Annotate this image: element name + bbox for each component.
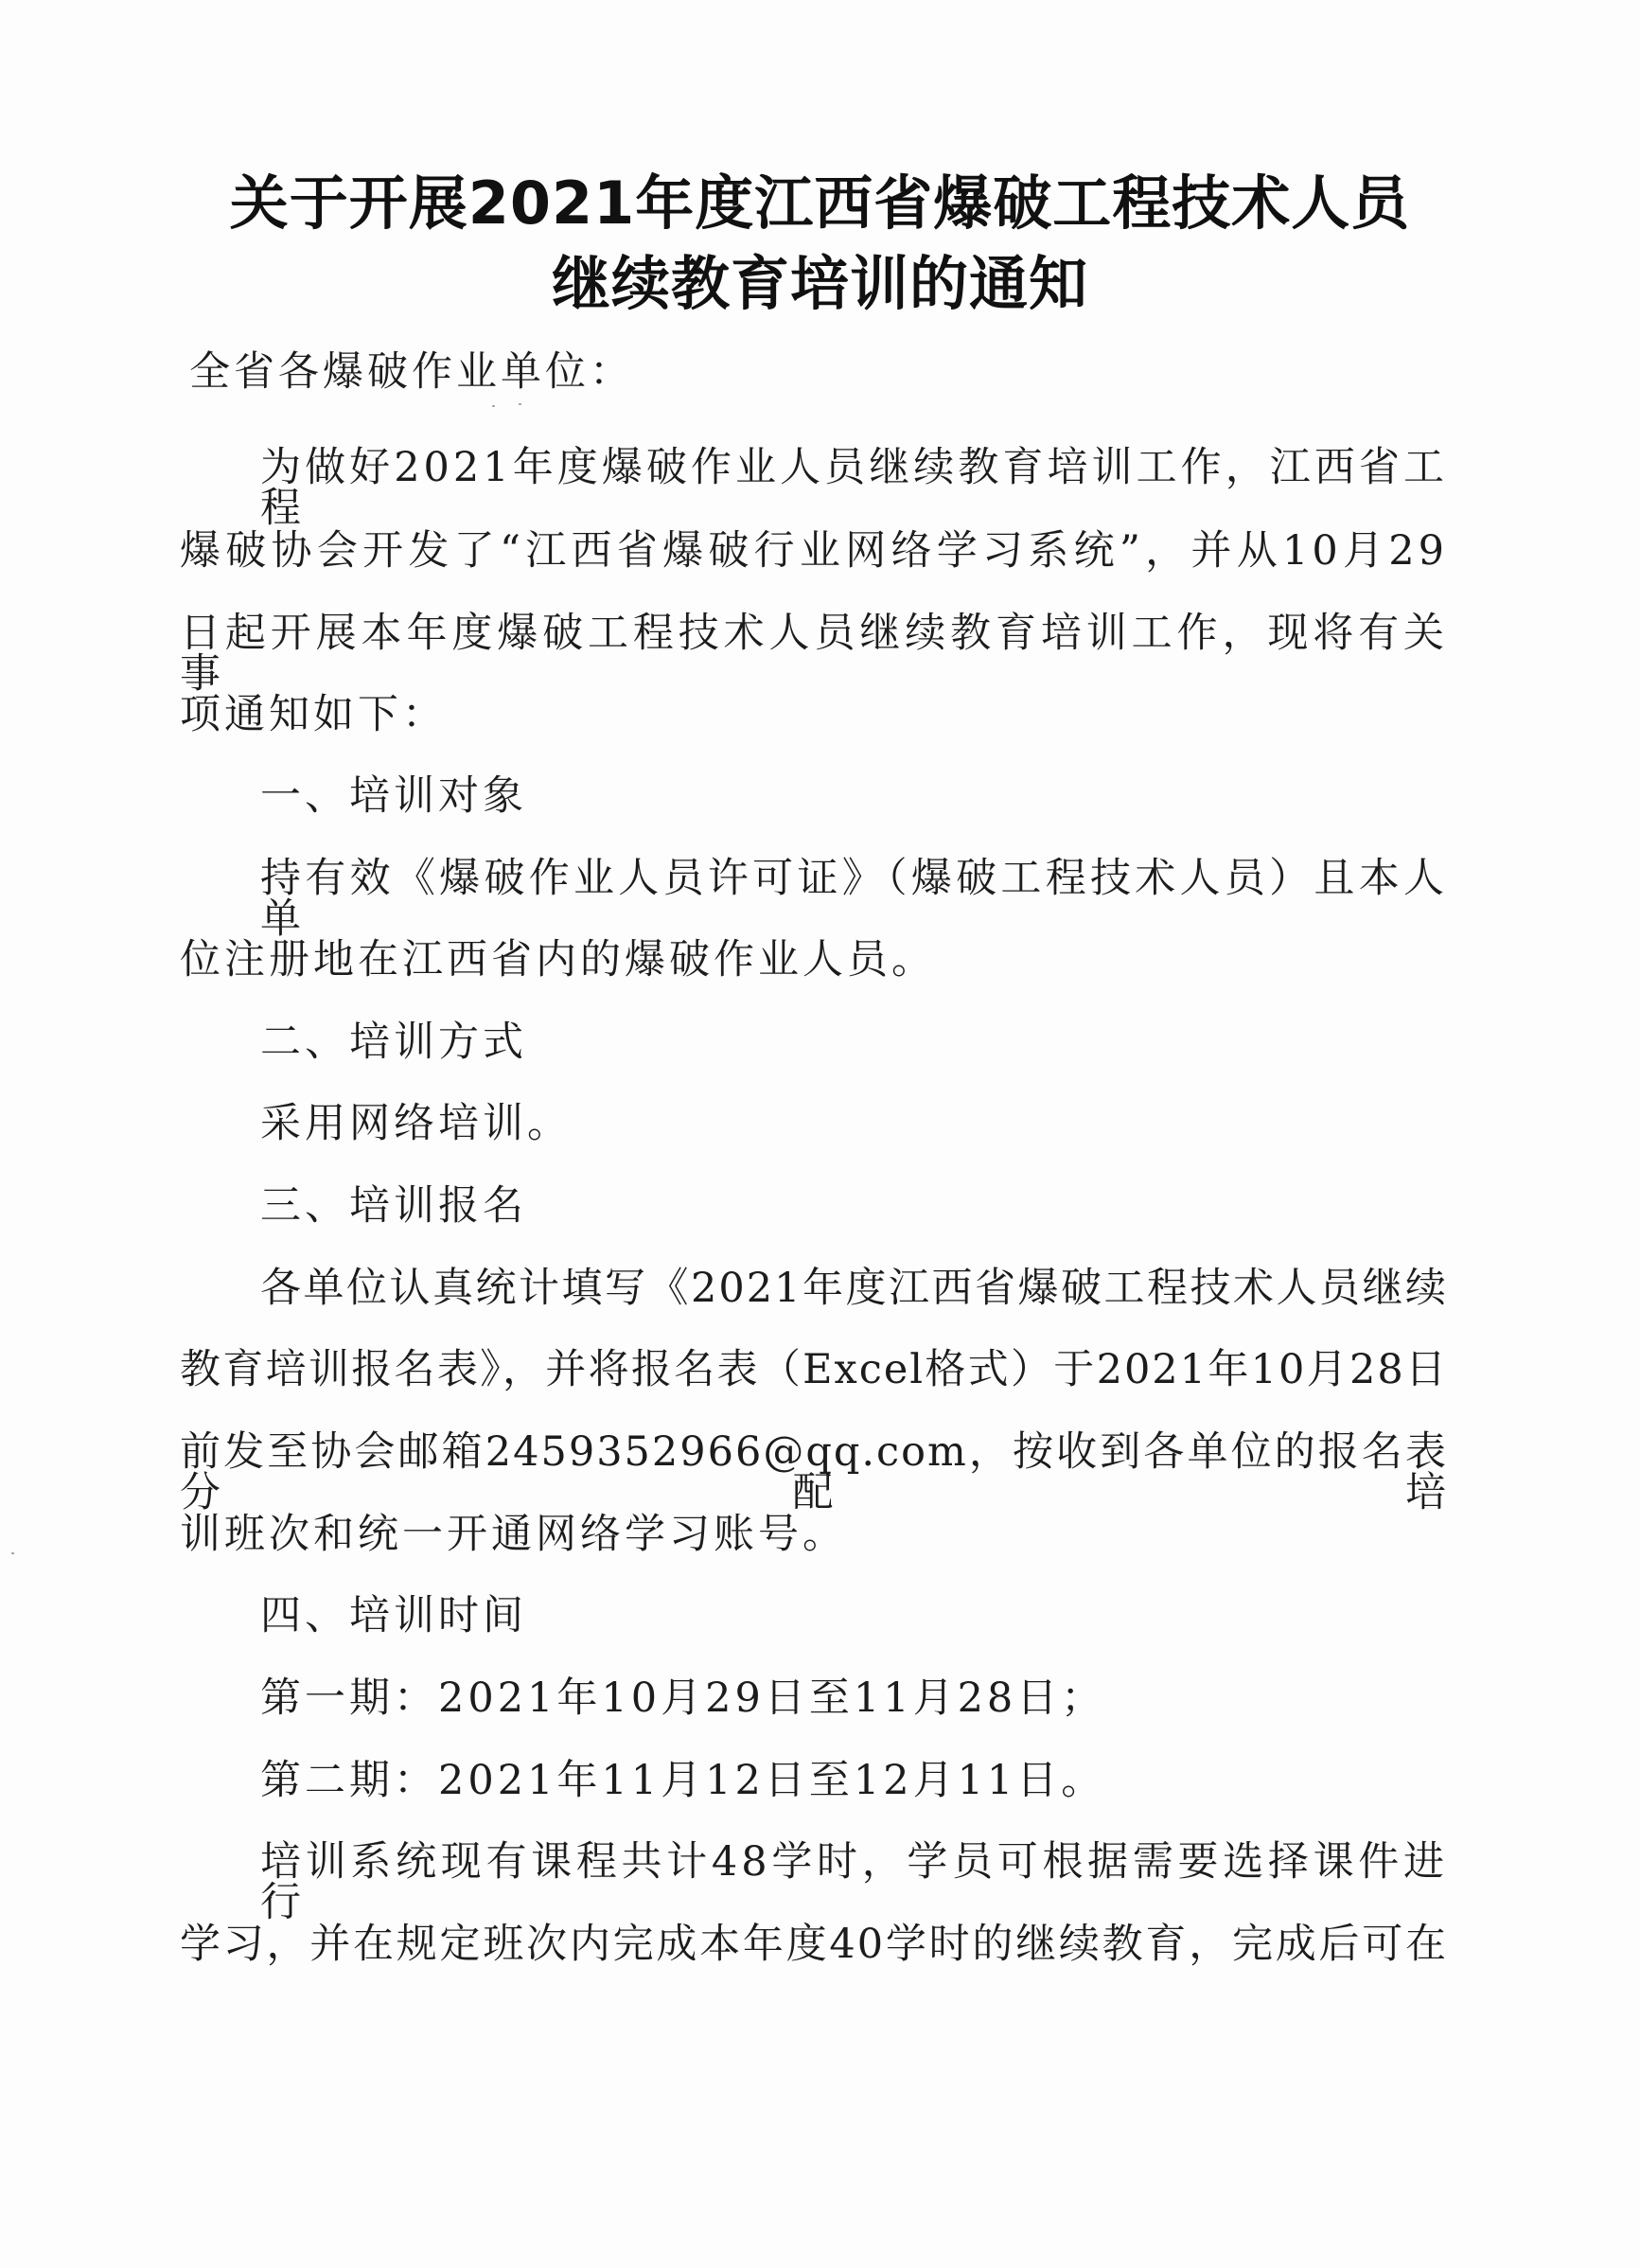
section-heading: 四、培训时间: [260, 1592, 527, 1639]
scan-speck: [11, 1552, 14, 1554]
paragraph-line: 采用网络培训。: [260, 1100, 572, 1147]
paragraph-line: 各单位认真统计填写《2021年度江西省爆破工程技术人员继续: [260, 1265, 1448, 1312]
paragraph-line: 持有效《爆破作业人员许可证》（爆破工程技术人员）且本人单: [260, 855, 1448, 943]
intro-line: 项通知如下：: [180, 691, 447, 738]
document-title-line-2: 继续教育培训的通知: [551, 249, 1088, 318]
section-heading: 二、培训方式: [260, 1019, 527, 1066]
training-period: 第二期：2021年11月12日至12月11日。: [260, 1757, 1106, 1804]
scan-speck: [492, 405, 495, 407]
intro-line: 为做好2021年度爆破作业人员继续教育培训工作，江西省工程: [260, 444, 1448, 532]
paragraph-line: 前发至协会邮箱2459352966@qq.com，按收到各单位的报名表分配培: [180, 1428, 1448, 1516]
salutation: 全省各爆破作业单位：: [189, 348, 634, 396]
paragraph-line: 训班次和统一开通网络学习账号。: [180, 1511, 847, 1558]
paragraph-line: 学习，并在规定班次内完成本年度40学时的继续教育，完成后可在: [180, 1921, 1448, 1968]
paragraph-line: 培训系统现有课程共计48学时，学员可根据需要选择课件进行: [260, 1838, 1448, 1926]
training-period: 第一期：2021年10月29日至11月28日；: [260, 1674, 1106, 1722]
section-heading: 一、培训对象: [260, 772, 527, 820]
paragraph-line: 教育培训报名表》，并将报名表（Excel格式）于2021年10月28日: [180, 1346, 1448, 1393]
section-heading: 三、培训报名: [260, 1182, 527, 1230]
intro-line: 爆破协会开发了“江西省爆破行业网络学习系统”，并从10月29: [180, 527, 1448, 575]
intro-line: 日起开展本年度爆破工程技术人员继续教育培训工作，现将有关事: [180, 610, 1448, 698]
scan-speck: [519, 403, 521, 405]
paragraph-line: 位注册地在江西省内的爆破作业人员。: [180, 936, 936, 983]
document-title-line-1: 关于开展2021年度江西省爆破工程技术人员: [229, 168, 1411, 238]
